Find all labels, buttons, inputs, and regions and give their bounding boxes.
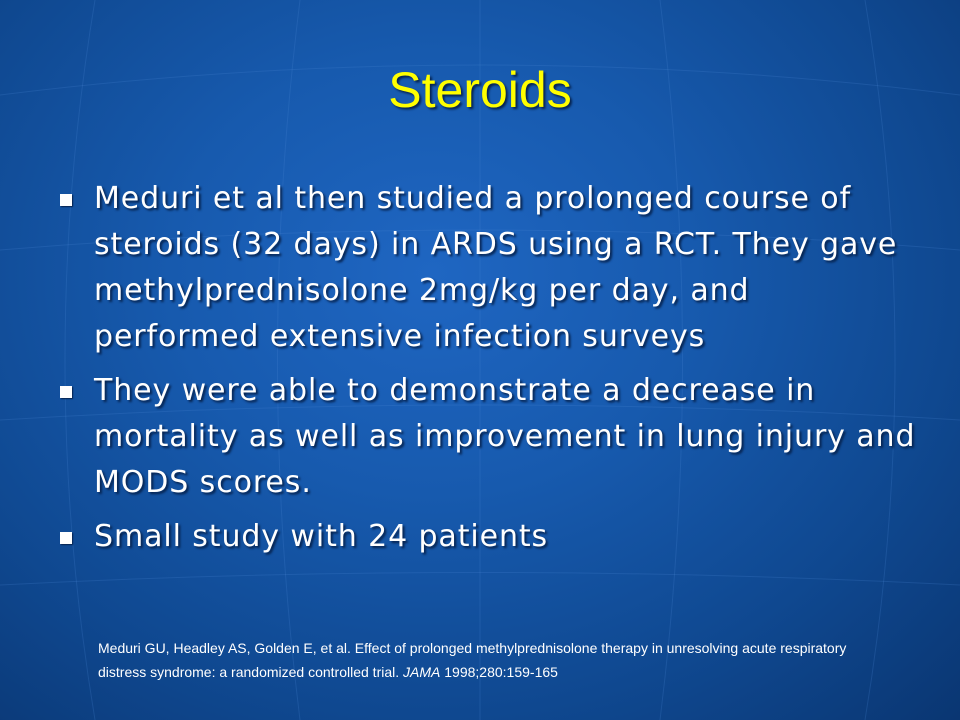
bullet-item <box>58 368 918 506</box>
citation-text: Meduri GU, Headley AS, Golden E, et al. Effect of prolonged methylprednisolone therapy in unresolving acute respiratory distress syndrome: a randomized controlled trial. <box>98 640 847 680</box>
square-bullet-icon <box>60 194 72 206</box>
bullet-text: Small study with 24 patients <box>94 519 549 554</box>
bullet-item <box>58 514 918 560</box>
bullet-text: They were able to demonstrate a decrease in mortality as well as improvement in lung injury and MODS scores. <box>94 373 916 500</box>
citation <box>98 636 898 684</box>
citation-details: 1998;280:159-165 <box>444 664 558 680</box>
bullet-text: Meduri et al then studied a prolonged course of steroids (32 days) in ARDS using a RCT. They gave methylprednisolone 2mg/kg per day, and performed extensive infection surveys <box>94 181 898 354</box>
citation-journal: JAMA <box>403 664 441 680</box>
bullet-list <box>58 176 918 568</box>
square-bullet-icon <box>60 386 72 398</box>
bullet-item <box>58 176 918 360</box>
square-bullet-icon <box>60 532 72 544</box>
slide-title: Steroids <box>388 62 572 118</box>
